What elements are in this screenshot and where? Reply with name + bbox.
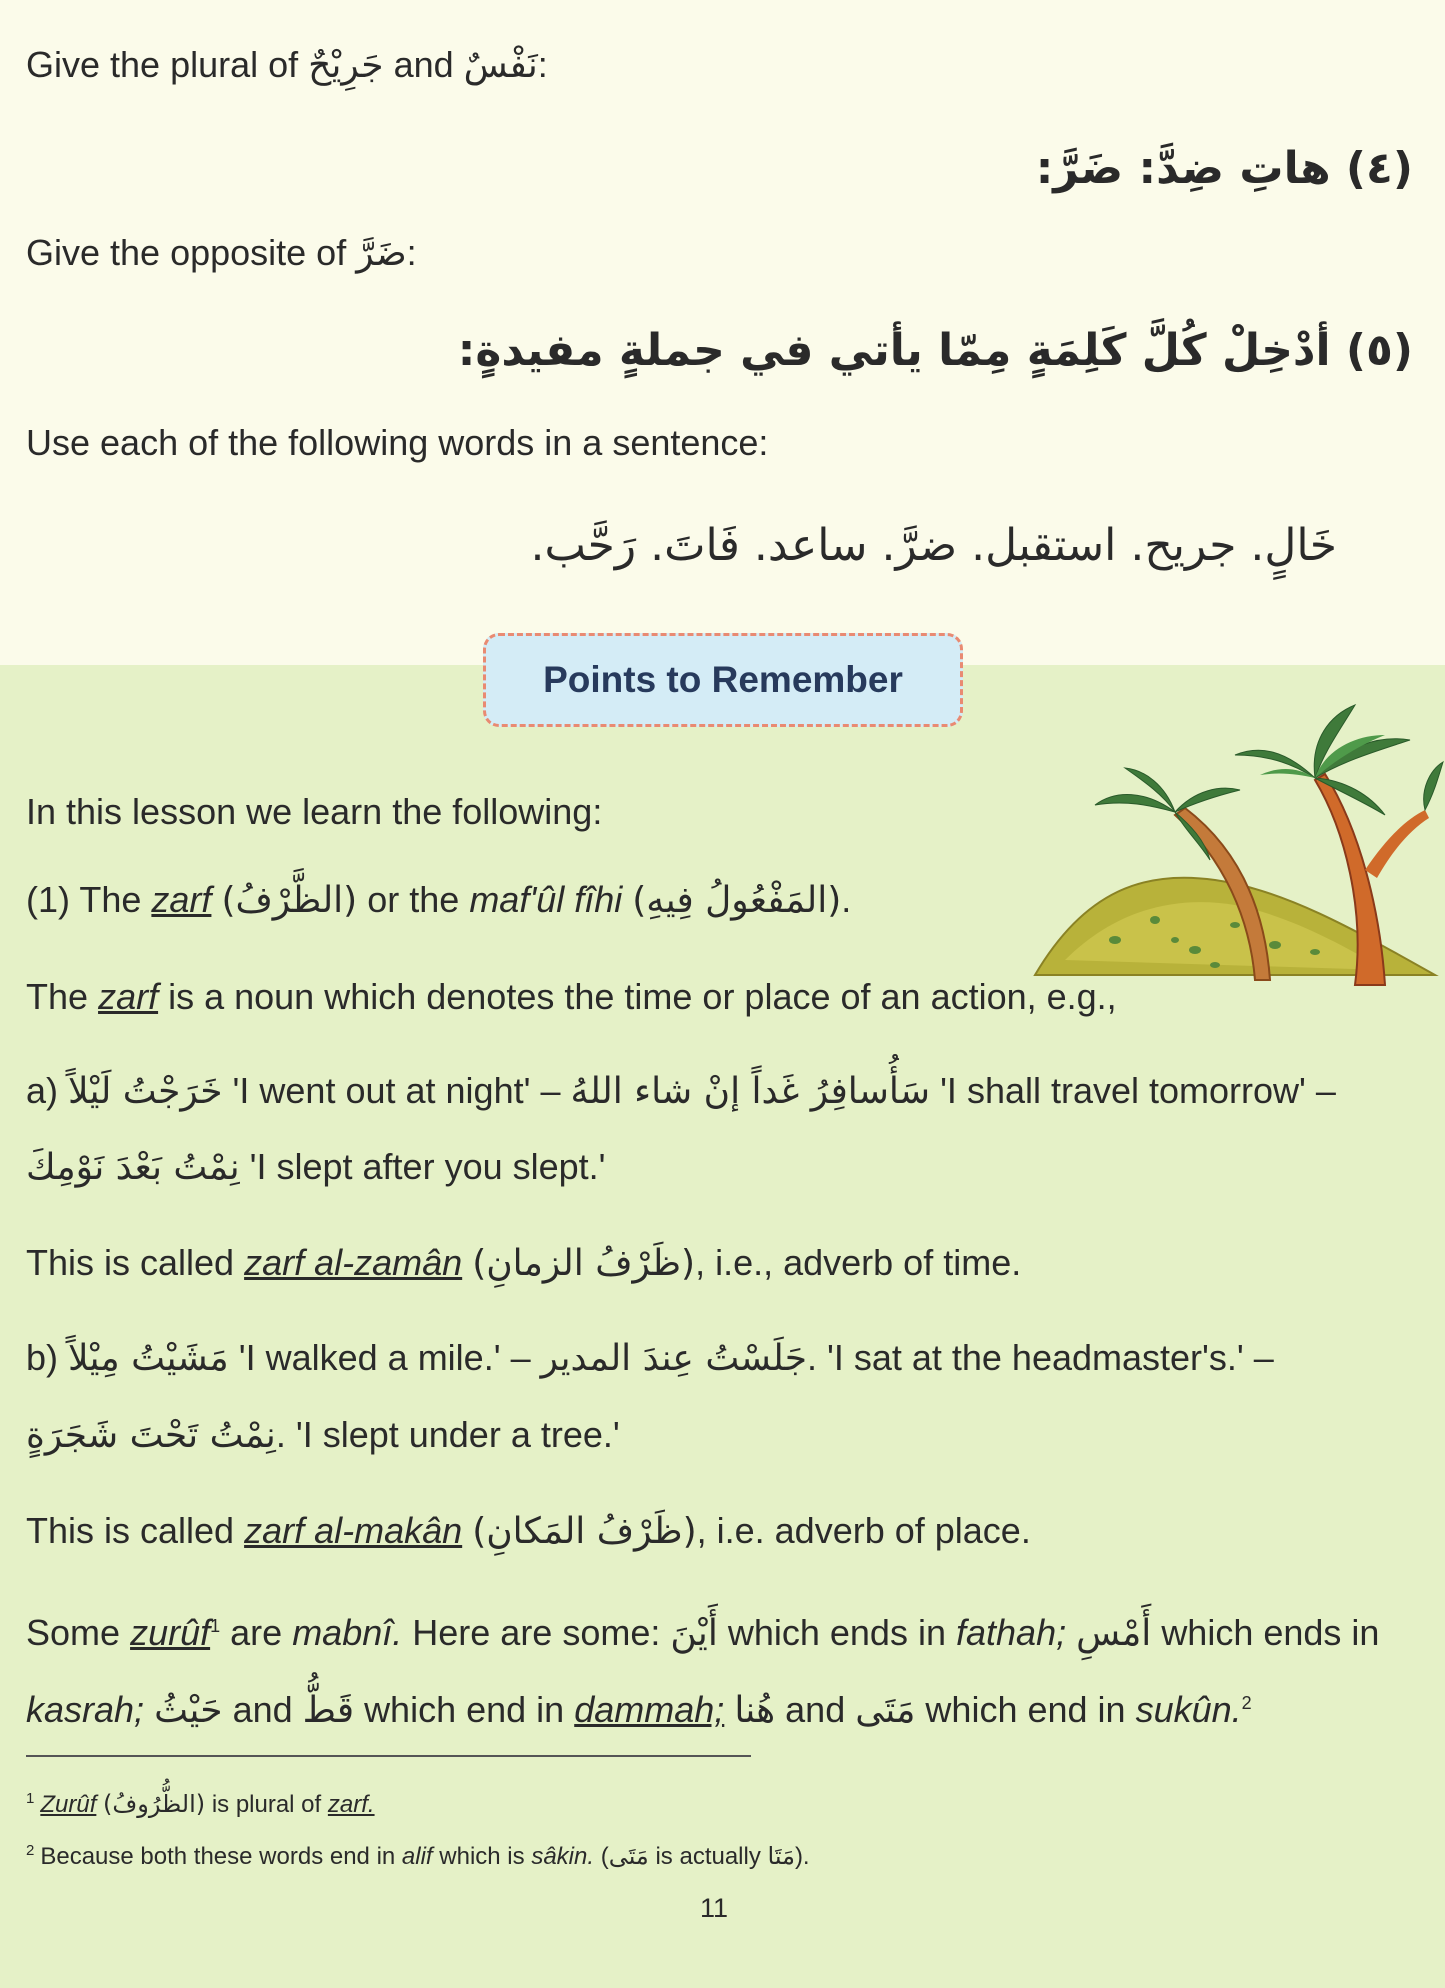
example-b-line-2: نِمْتُ تَحْتَ شَجَرَةٍ. 'I slept under a tree.' [26, 1414, 620, 1456]
opposite-prompt: Give the opposite of ضَرَّ: [26, 232, 417, 274]
page-number: 11 [700, 1893, 729, 1923]
points-badge: Points to Remember [483, 633, 963, 727]
opposite-heading: (٤) هاتِ ضِدَّ: ضَرَّ: [1035, 143, 1413, 194]
palm-trees-illustration [1025, 690, 1445, 990]
footnote-rule [26, 1755, 751, 1757]
mabni-line-1: Some zurûf$^1$ are mabnî. Here are some: أَيْنَ which ends in fathah; أَمْسِ which ends in [26, 1612, 1380, 1654]
sentence-heading: (٥) أدْخِلْ كُلَّ كَلِمَةٍ مِمّا يأتي في جملةٍ مفيدةٍ: [457, 325, 1413, 376]
lesson-intro: In this lesson we learn the following: [26, 791, 603, 832]
plural-prompt: Give the plural of جَرِيْحٌ and نَفْسٌ: [26, 44, 548, 86]
adverb-of-time: This is called zarf al-zamân (ظَرْفُ الزمانِ), i.e., adverb of time. [26, 1242, 1022, 1284]
footnote-2: $^2$ Because both these words end in alif which is sâkin. (مَتَى is actually مَتَا). [26, 1842, 810, 1870]
zarf-definition: The zarf is a noun which denotes the time or place of an action, e.g., [26, 976, 1117, 1017]
mabni-line-2: kasrah; حَيْثُ and قَطُّ which end in dammah; هُنا and مَتَى which end in sukûn.$^2$ [26, 1689, 1252, 1731]
footnote-1: $^1$ Zurûf (الظُّرُوفُ) is plural of zarf. [26, 1790, 375, 1818]
adverb-of-place: This is called zarf al-makân (ظَرْفُ المَكانِ), i.e. adverb of place. [26, 1510, 1031, 1552]
lesson-item-1: (1) The zarf (الظَّرْفُ) or the maf'ûl fîhi (المَفْعُولُ فِيهِ). [26, 879, 852, 921]
example-a-line-1: a) خَرَجْتُ لَيْلاً 'I went out at night' – سَأُسافِرُ غَداً إنْ شاء اللهُ 'I shall travel tomorrow' – [26, 1070, 1336, 1112]
word-list: خَالٍ. جريح. استقبل. ضرَّ. ساعد. فَاتَ. رَحَّب. [530, 520, 1337, 571]
example-b-line-1: b) مَشَيْتُ مِيْلاً 'I walked a mile.' – جَلَسْتُ عِندَ المدير. 'I sat at the headmaster's.' – [26, 1337, 1274, 1379]
example-a-line-2: نِمْتُ بَعْدَ نَوْمِكَ 'I slept after you slept.' [26, 1146, 606, 1188]
sentence-prompt: Use each of the following words in a sentence: [26, 422, 769, 463]
